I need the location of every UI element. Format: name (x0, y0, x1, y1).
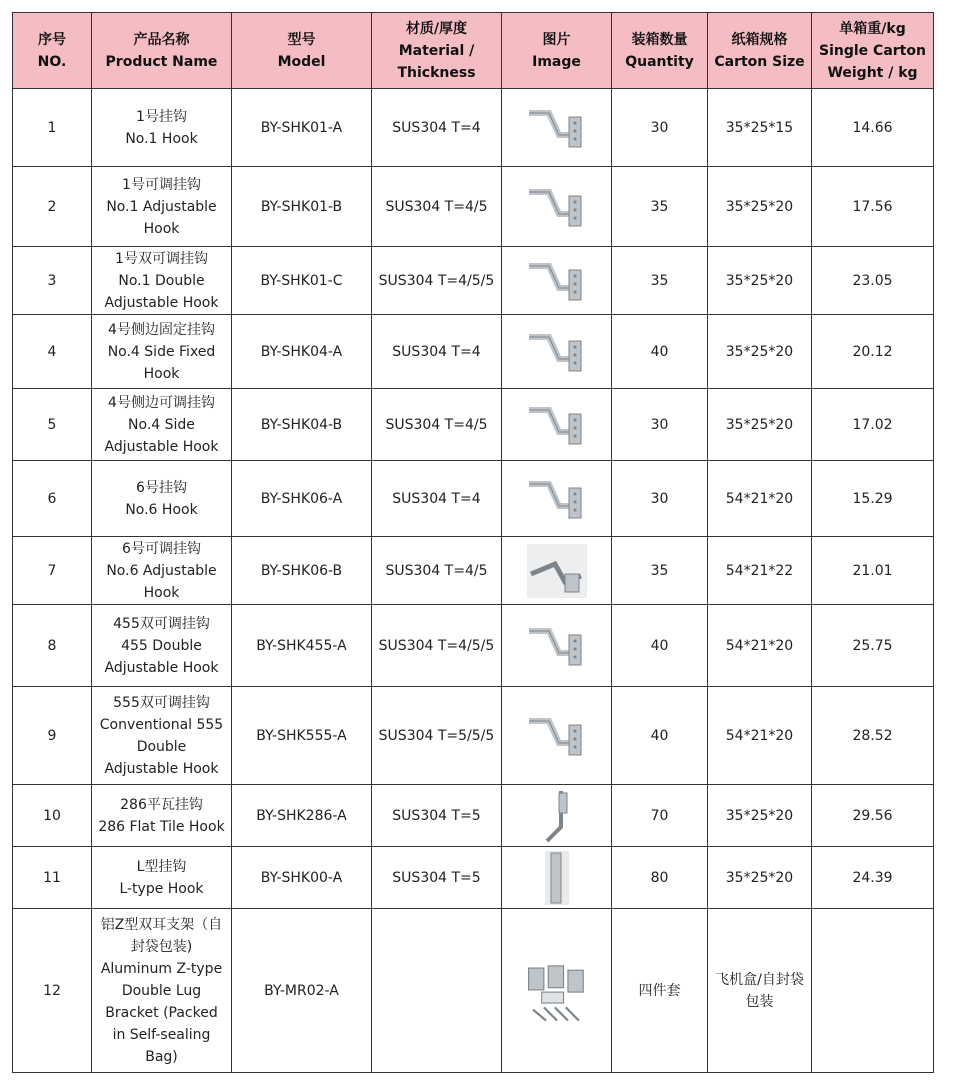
cell-material (372, 461, 502, 537)
cell-name (92, 687, 232, 785)
cell-carton-text: 35*25*20 (725, 343, 794, 360)
cell-material (372, 167, 502, 247)
cell-carton (708, 461, 812, 537)
cell-model (232, 247, 372, 315)
cell-model (232, 537, 372, 605)
cell-carton-text: 35*25*20 (725, 198, 794, 215)
cell-no-text: 8 (47, 637, 57, 654)
555-hook-photo-icon (525, 707, 589, 765)
cell-name (92, 909, 232, 1073)
cell-no-text: 10 (43, 807, 61, 824)
cell-image (502, 389, 612, 461)
cell-weight (812, 605, 934, 687)
cell-model-text: BY-SHK06-A (260, 490, 343, 507)
l-hook-photo-icon (525, 849, 589, 907)
cell-quantity (612, 687, 708, 785)
table-row (13, 89, 934, 167)
cell-model (232, 89, 372, 167)
cell-quantity (612, 537, 708, 605)
cell-weight (812, 909, 934, 1073)
table-row (13, 389, 934, 461)
cell-quantity-text: 80 (650, 869, 669, 886)
cell-name (92, 315, 232, 389)
cell-weight-text: 28.52 (852, 727, 893, 744)
cell-carton-text: 54*21*20 (725, 490, 794, 507)
cell-no (13, 461, 92, 537)
table-row (13, 785, 934, 847)
cell-carton (708, 687, 812, 785)
cell-no (13, 315, 92, 389)
cell-quantity-text: 30 (650, 416, 669, 433)
cell-quantity-text: 70 (650, 807, 669, 824)
cell-weight-text: 21.01 (852, 562, 893, 579)
cell-carton (708, 315, 812, 389)
cell-model-text: BY-SHK286-A (256, 807, 347, 824)
cell-quantity (612, 909, 708, 1073)
cell-image (502, 909, 612, 1073)
cell-carton-text: 35*25*20 (725, 869, 794, 886)
cell-image (502, 785, 612, 847)
cell-carton (708, 167, 812, 247)
cell-carton-text: 飞机盒/自封袋 包装 (715, 971, 804, 1010)
cell-carton-text: 54*21*22 (725, 562, 794, 579)
cell-material (372, 847, 502, 909)
cell-material (372, 89, 502, 167)
cell-no (13, 167, 92, 247)
cell-no (13, 389, 92, 461)
cell-material (372, 315, 502, 389)
table-row (13, 461, 934, 537)
cell-quantity (612, 605, 708, 687)
cell-name (92, 605, 232, 687)
cell-model-text: BY-SHK01-A (260, 119, 343, 136)
cell-no-text: 5 (47, 416, 57, 433)
cell-no (13, 605, 92, 687)
cell-weight (812, 537, 934, 605)
cell-image (502, 687, 612, 785)
cell-name (92, 785, 232, 847)
cell-material (372, 687, 502, 785)
cell-no (13, 847, 92, 909)
cell-quantity (612, 847, 708, 909)
cell-material-text: SUS304 T=4/5 (385, 198, 488, 215)
cell-model-text: BY-SHK00-A (260, 869, 343, 886)
cell-name-text: L型挂钩 L-type Hook (119, 858, 204, 897)
cell-name (92, 537, 232, 605)
cell-model-text: BY-SHK06-B (260, 562, 343, 579)
455-hook-photo-icon (525, 617, 589, 675)
cell-weight (812, 389, 934, 461)
cell-no-text: 1 (47, 119, 57, 136)
cell-material-text: SUS304 T=4/5/5 (378, 637, 495, 654)
cell-no-text: 6 (47, 490, 57, 507)
cell-name-text: 6号挂钩 No.6 Hook (125, 479, 198, 518)
header-row (13, 13, 934, 89)
no6-hook-photo-icon (525, 470, 589, 528)
cell-no-text: 2 (47, 198, 57, 215)
cell-name (92, 89, 232, 167)
cell-name-text: 4号侧边固定挂钩 No.4 Side Fixed Hook (107, 321, 216, 382)
cell-name-text: 6号可调挂钩 No.6 Adjustable Hook (106, 540, 217, 601)
cell-no (13, 247, 92, 315)
cell-carton (708, 247, 812, 315)
cell-material (372, 909, 502, 1073)
cell-model (232, 847, 372, 909)
cell-model-text: BY-SHK555-A (256, 727, 347, 744)
table-row (13, 847, 934, 909)
cell-no (13, 687, 92, 785)
cell-material (372, 537, 502, 605)
cell-carton-text: 35*25*20 (725, 416, 794, 433)
adjustable-hook-photo-icon (525, 178, 589, 236)
cell-carton (708, 909, 812, 1073)
cell-weight-text: 25.75 (852, 637, 893, 654)
cell-image (502, 461, 612, 537)
cell-weight-text: 20.12 (852, 343, 893, 360)
cell-weight-text: 24.39 (852, 869, 893, 886)
cell-image (502, 847, 612, 909)
cell-image (502, 247, 612, 315)
cell-weight (812, 785, 934, 847)
cell-weight-text: 29.56 (852, 807, 893, 824)
cell-carton (708, 847, 812, 909)
product-spec-table (12, 12, 934, 1073)
cell-model-text: BY-SHK455-A (256, 637, 347, 654)
cell-quantity-text: 四件套 (638, 982, 681, 999)
cell-model (232, 909, 372, 1073)
cell-material-text: SUS304 T=4 (392, 119, 481, 136)
cell-weight-text: 17.56 (852, 198, 893, 215)
cell-weight (812, 167, 934, 247)
cell-no-text: 9 (47, 727, 57, 744)
header-weight: 单箱重/kg Single Carton Weight / kg (812, 13, 934, 89)
cell-quantity-text: 35 (650, 198, 669, 215)
table-row (13, 909, 934, 1073)
cell-model-text: BY-SHK01-B (260, 198, 343, 215)
cell-no-text: 12 (43, 982, 61, 999)
cell-name (92, 167, 232, 247)
cell-weight-text: 15.29 (852, 490, 893, 507)
cell-weight (812, 315, 934, 389)
cell-material (372, 389, 502, 461)
cell-material-text: SUS304 T=5 (392, 869, 481, 886)
cell-carton (708, 785, 812, 847)
cell-material-text: SUS304 T=5 (392, 807, 481, 824)
cell-quantity-text: 40 (650, 727, 669, 744)
cell-material-text: SUS304 T=4/5 (385, 562, 488, 579)
z-bracket-kit-photo-icon (522, 956, 592, 1026)
cell-carton-text: 54*21*20 (725, 637, 794, 654)
table-row (13, 605, 934, 687)
cell-material-text: SUS304 T=4 (392, 343, 481, 360)
cell-no-text: 11 (43, 869, 61, 886)
cell-no (13, 909, 92, 1073)
cell-quantity (612, 389, 708, 461)
cell-carton-text: 35*25*20 (725, 807, 794, 824)
cell-weight-text: 23.05 (852, 272, 893, 289)
cell-image (502, 89, 612, 167)
cell-model (232, 785, 372, 847)
flat-tile-hook-photo-icon (525, 787, 589, 845)
cell-no-text: 7 (47, 562, 57, 579)
table-row (13, 315, 934, 389)
cell-weight-text: 17.02 (852, 416, 893, 433)
cell-name-text: 555双可调挂钩 Conventional 555 Double Adjustable Hook (99, 694, 224, 777)
cell-image (502, 167, 612, 247)
header-material: 材质/厚度 Material / Thickness (372, 13, 502, 89)
cell-weight (812, 89, 934, 167)
cell-image (502, 537, 612, 605)
cell-material-text: SUS304 T=4/5 (385, 416, 488, 433)
cell-name-text: 4号侧边可调挂钩 No.4 Side Adjustable Hook (104, 394, 219, 455)
cell-quantity-text: 40 (650, 637, 669, 654)
cell-material-text: SUS304 T=4/5/5 (378, 272, 495, 289)
header-no: 序号 NO. (13, 13, 92, 89)
cell-quantity (612, 89, 708, 167)
cell-carton-text: 35*25*15 (725, 119, 794, 136)
cell-material-text: SUS304 T=5/5/5 (378, 727, 495, 744)
cell-carton (708, 537, 812, 605)
cell-quantity-text: 35 (650, 562, 669, 579)
cell-weight (812, 247, 934, 315)
cell-name (92, 847, 232, 909)
cell-quantity (612, 461, 708, 537)
cell-model (232, 167, 372, 247)
cell-carton (708, 605, 812, 687)
cell-weight (812, 687, 934, 785)
header-product-name: 产品名称 Product Name (92, 13, 232, 89)
cell-image (502, 315, 612, 389)
cell-name-text: 1号可调挂钩 No.1 Adjustable Hook (106, 176, 217, 237)
table-row (13, 247, 934, 315)
cell-material-text: SUS304 T=4 (392, 490, 481, 507)
table-row (13, 167, 934, 247)
cell-carton-text: 54*21*20 (725, 727, 794, 744)
cell-model-text: BY-SHK04-B (260, 416, 343, 433)
cell-material (372, 247, 502, 315)
header-carton-size: 纸箱规格 Carton Size (708, 13, 812, 89)
cell-quantity (612, 247, 708, 315)
cell-no-text: 3 (47, 272, 57, 289)
cell-model (232, 315, 372, 389)
cell-quantity-text: 30 (650, 119, 669, 136)
cell-model (232, 461, 372, 537)
cell-name-text: 1号双可调挂钩 No.1 Double Adjustable Hook (104, 250, 219, 311)
cell-quantity-text: 30 (650, 490, 669, 507)
cell-no (13, 537, 92, 605)
cell-no-text: 4 (47, 343, 57, 360)
cell-name (92, 389, 232, 461)
cell-name (92, 247, 232, 315)
cell-quantity (612, 167, 708, 247)
header-quantity: 装箱数量 Quantity (612, 13, 708, 89)
cell-weight-text: 14.66 (852, 119, 893, 136)
header-model: 型号 Model (232, 13, 372, 89)
cell-quantity-text: 35 (650, 272, 669, 289)
cell-name-text: 铝Z型双耳支架（自 封袋包装) Aluminum Z-type Double Lug Bracket (Packed in Self-sealing Bag) (100, 916, 223, 1065)
cell-material (372, 605, 502, 687)
side-fixed-hook-photo-icon (525, 323, 589, 381)
cell-name-text: 1号挂钩 No.1 Hook (125, 108, 198, 147)
no6-adjustable-hook-photo-icon (525, 542, 589, 600)
cell-model (232, 687, 372, 785)
cell-model-text: BY-SHK01-C (260, 272, 343, 289)
cell-name-text: 286平瓦挂钩 286 Flat Tile Hook (98, 796, 225, 835)
table-row (13, 537, 934, 605)
cell-carton (708, 389, 812, 461)
cell-material (372, 785, 502, 847)
cell-quantity (612, 785, 708, 847)
cell-model (232, 389, 372, 461)
cell-model (232, 605, 372, 687)
cell-image (502, 605, 612, 687)
cell-weight (812, 847, 934, 909)
cell-name (92, 461, 232, 537)
cell-carton-text: 35*25*20 (725, 272, 794, 289)
cell-quantity-text: 40 (650, 343, 669, 360)
table-row (13, 687, 934, 785)
cell-name-text: 455双可调挂钩 455 Double Adjustable Hook (104, 615, 219, 676)
cell-no (13, 89, 92, 167)
cell-carton (708, 89, 812, 167)
side-adjustable-hook-photo-icon (525, 396, 589, 454)
cell-no (13, 785, 92, 847)
cell-model-text: BY-MR02-A (264, 982, 339, 999)
header-image: 图片 Image (502, 13, 612, 89)
hook-photo-icon (525, 99, 589, 157)
cell-model-text: BY-SHK04-A (260, 343, 343, 360)
cell-weight (812, 461, 934, 537)
cell-quantity (612, 315, 708, 389)
double-adjustable-hook-photo-icon (525, 252, 589, 310)
